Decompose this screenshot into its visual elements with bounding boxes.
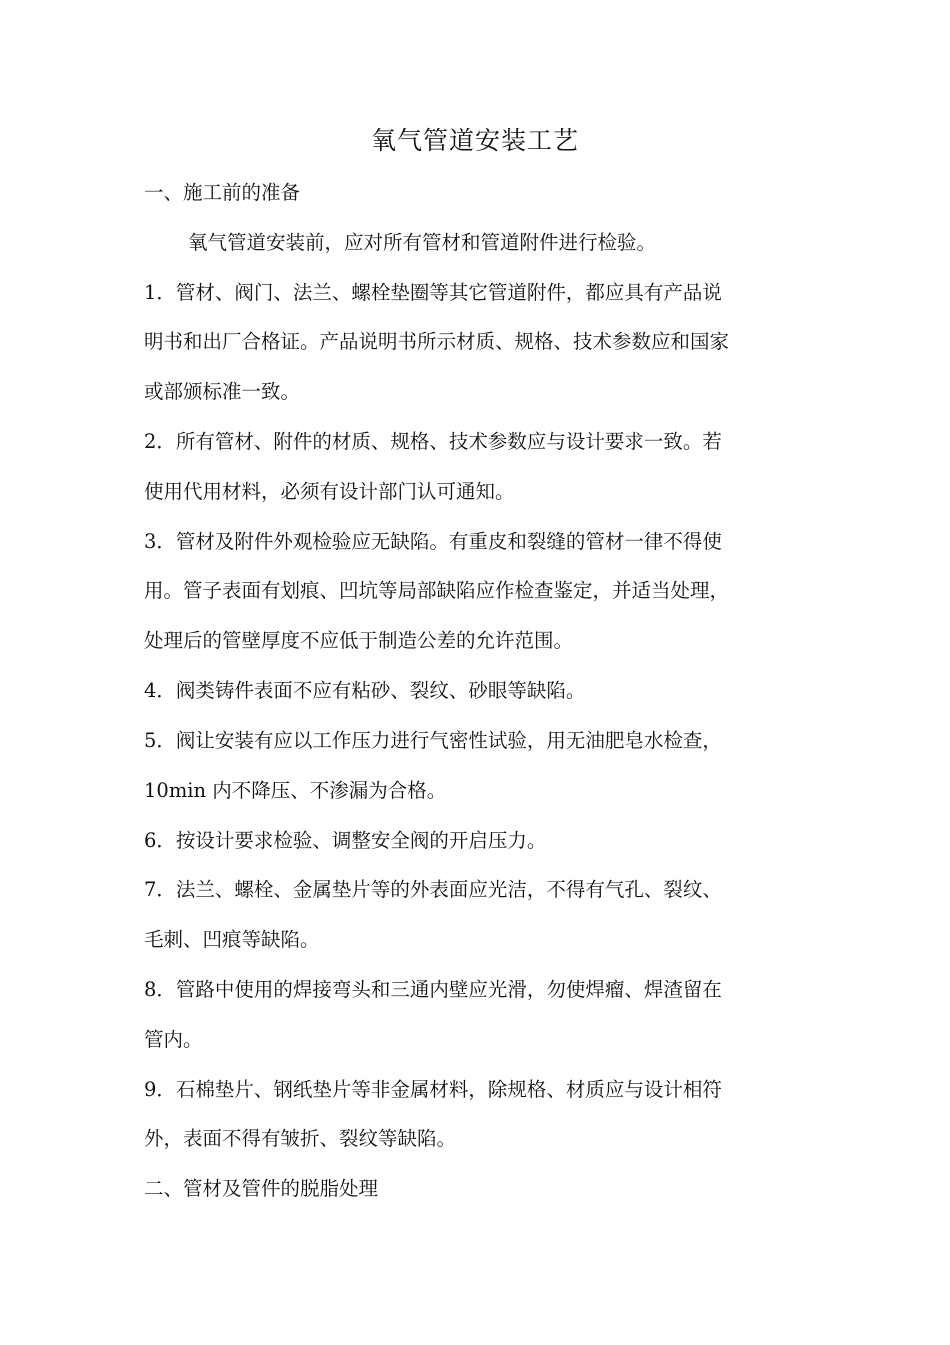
item-2-line-1: 2．所有管材、附件的材质、规格、技术参数应与设计要求一致。若 (144, 430, 722, 453)
document-title: 氧气管道安装工艺 (370, 126, 579, 155)
item-8-line-2: 管内。 (144, 1028, 203, 1051)
item-2-line-2: 使用代用材料，必须有设计部门认可通知。 (144, 480, 515, 503)
section-heading-preparation: 一、施工前的准备 (144, 181, 301, 204)
item-1-line-3: 或部颁标准一致。 (144, 380, 301, 403)
item-3-line-2: 用。管子表面有划痕、凹坑等局部缺陷应作检查鉴定，并适当处理， (144, 579, 730, 602)
intro-paragraph: 氧气管道安装前，应对所有管材和管道附件进行检验。 (188, 231, 657, 254)
item-1-line-1: 1．管材、阀门、法兰、螺栓垫圈等其它管道附件，都应具有产品说 (144, 281, 722, 304)
item-1-line-2: 明书和出厂合格证。产品说明书所示材质、规格、技术参数应和国家 (144, 330, 730, 353)
item-7-line-1: 7．法兰、螺栓、金属垫片等的外表面应光洁，不得有气孔、裂纹、 (144, 878, 722, 901)
item-3-line-1: 3．管材及附件外观检验应无缺陷。有重皮和裂缝的管材一律不得使 (144, 530, 722, 553)
section-heading-degreasing: 二、管材及管件的脱脂处理 (144, 1177, 379, 1200)
item-5-line-1: 5．阀让安装有应以工作压力进行气密性试验，用无油肥皂水检查， (144, 729, 722, 752)
item-9-line-2: 外，表面不得有皱折、裂纹等缺陷。 (144, 1127, 457, 1150)
item-6-line-1: 6．按设计要求检验、调整安全阀的开启压力。 (144, 829, 547, 852)
item-8-line-1: 8．管路中使用的焊接弯头和三通内壁应光滑，勿使焊瘤、焊渣留在 (144, 978, 722, 1001)
item-9-line-1: 9．石棉垫片、钢纸垫片等非金属材料，除规格、材质应与设计相符 (144, 1078, 722, 1101)
item-4-line-1: 4．阀类铸件表面不应有粘砂、裂纹、砂眼等缺陷。 (144, 679, 586, 702)
item-5-line-2: 10min 内不降压、不渗漏为合格。 (144, 779, 447, 802)
item-3-line-3: 处理后的管壁厚度不应低于制造公差的允许范围。 (144, 629, 574, 652)
item-7-line-2: 毛刺、凹痕等缺陷。 (144, 928, 320, 951)
